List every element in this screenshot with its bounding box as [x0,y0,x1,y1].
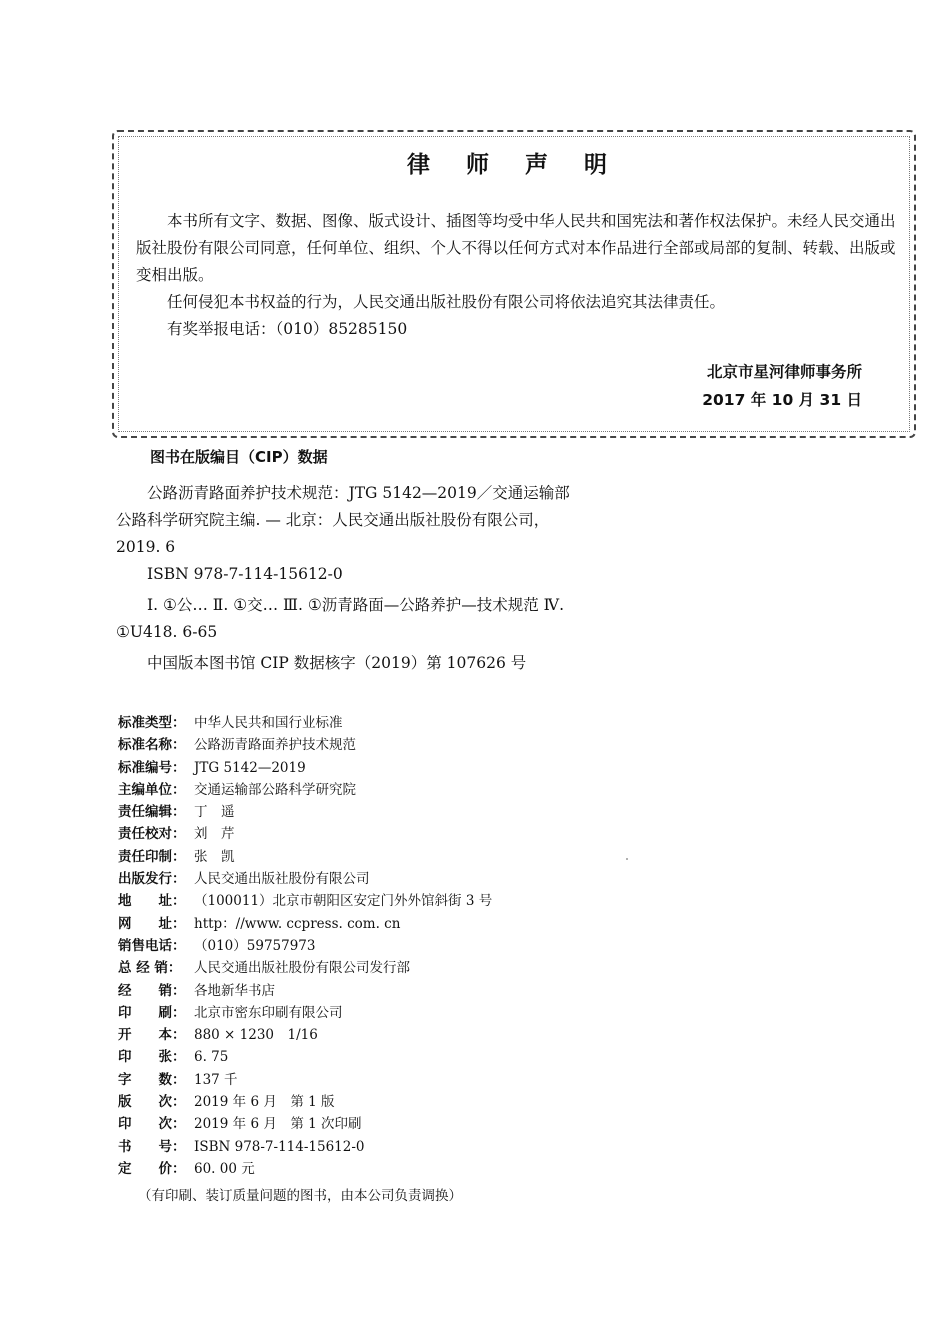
notice-paragraph-liability: 任何侵犯本书权益的行为，人民交通出版社股份有限公司将依法追究其法律责任。 [167,293,726,311]
legal-notice-box [112,130,916,438]
detail-label: 责任校对： [118,826,186,843]
detail-row [118,757,638,779]
detail-row [118,913,638,935]
detail-value: ISBN 978-7-114-15612-0 [194,1138,365,1155]
detail-label: 标准类型： [118,715,186,731]
detail-label: 网 址： [118,915,186,932]
detail-label: 定 价： [118,1160,186,1177]
detail-value: JTG 5142—2019 [194,759,306,776]
detail-row [118,801,638,823]
detail-label: 经 销： [118,982,186,999]
detail-value: 张 凯 [194,848,235,865]
detail-row [118,846,638,868]
detail-row [118,1136,638,1158]
detail-label: 字 数： [118,1071,186,1088]
detail-value: 6. 75 [194,1049,229,1066]
detail-row [118,980,638,1002]
detail-label: 主编单位： [118,781,186,798]
notice-paragraph-copyright: 本书所有文字、数据、图像、版式设计、插图等均受中华人民共和国宪法和著作权法保护。未经人民交通出版社股份有限公司同意，任何单位、组织、个人不得以任何方式对本作品进行全部或局部的复制、转载、出版或变相出版。 [136,212,896,284]
detail-label: 销售电话： [118,937,186,954]
detail-label: 标准编号： [118,759,186,776]
detail-value: 中华人民共和国行业标准 [194,715,343,731]
detail-label: 版 次： [118,1094,186,1111]
detail-row [118,1002,638,1024]
detail-value: http：//www. ccpress. com. cn [194,915,401,932]
detail-value: 880 × 1230 1/16 [194,1027,318,1044]
quality-note: （有印刷、装订质量问题的图书，由本公司负责调换） [138,1188,462,1204]
detail-value: 北京市密东印刷有限公司 [194,1004,343,1021]
detail-row [118,823,638,845]
detail-row [118,734,638,756]
detail-value: 人民交通出版社股份有限公司 [194,871,370,888]
detail-row [118,712,638,734]
detail-label: 开 本： [118,1027,186,1044]
notice-signature: 北京市星河律师事务所 [706,363,862,381]
detail-value: 各地新华书店 [194,982,275,999]
detail-value: 2019 年 6 月 第 1 版 [194,1094,335,1111]
detail-label: 印 次： [118,1116,186,1133]
cip-heading: 图书在版编目（CIP）数据 [150,448,328,466]
scan-speck [626,858,628,860]
detail-row [118,1069,638,1091]
detail-value: 人民交通出版社股份有限公司发行部 [194,960,410,977]
notice-report-phone: 有奖举报电话：（010）85285150 [167,320,408,338]
detail-label: 书 号： [118,1138,186,1155]
detail-row [118,1024,638,1046]
detail-value: 丁 遥 [194,804,235,821]
detail-row [118,1046,638,1068]
detail-label: 责任印制： [118,848,186,865]
detail-row [118,890,638,912]
publication-details [118,712,638,1180]
notice-date: 2017 年 10 月 31 日 [702,391,862,409]
notice-title: 律 师 声 明 [406,152,622,178]
detail-row [118,957,638,979]
detail-label: 责任编辑： [118,804,186,821]
cip-record: 中国版本图书馆 CIP 数据核字（2019）第 107626 号 [147,654,527,672]
detail-value: 2019 年 6 月 第 1 次印刷 [194,1116,362,1133]
cip-isbn: ISBN 978-7-114-15612-0 [147,565,343,583]
detail-row [118,868,638,890]
detail-row [118,1113,638,1135]
detail-label: 印 张： [118,1049,186,1066]
detail-label: 出版发行： [118,871,186,888]
detail-label: 印 刷： [118,1004,186,1021]
detail-row [118,1091,638,1113]
detail-label: 总 经 销： [118,960,182,977]
detail-value: （100011）北京市朝阳区安定门外外馆斜街 3 号 [194,893,493,910]
detail-label: 地 址： [118,893,186,910]
detail-value: 137 千 [194,1071,238,1088]
detail-value: 60. 00 元 [194,1160,255,1177]
cip-classification: Ⅰ. ①公… Ⅱ. ①交… Ⅲ. ①沥青路面—公路养护—技术规范 Ⅳ. ①U418. 6-65 [116,596,565,641]
detail-row [118,935,638,957]
detail-label: 标准名称： [118,737,186,754]
detail-row [118,1158,638,1180]
detail-value: 公路沥青路面养护技术规范 [194,737,356,754]
detail-value: 交通运输部公路科学研究院 [194,781,356,798]
cip-entry: 公路沥青路面养护技术规范：JTG 5142—2019／交通运输部公路科学研究院主编. — 北京：人民交通出版社股份有限公司，2019. 6 [116,484,570,556]
detail-value: 刘 芹 [194,826,235,843]
detail-row [118,779,638,801]
detail-value: （010）59757973 [194,937,316,954]
